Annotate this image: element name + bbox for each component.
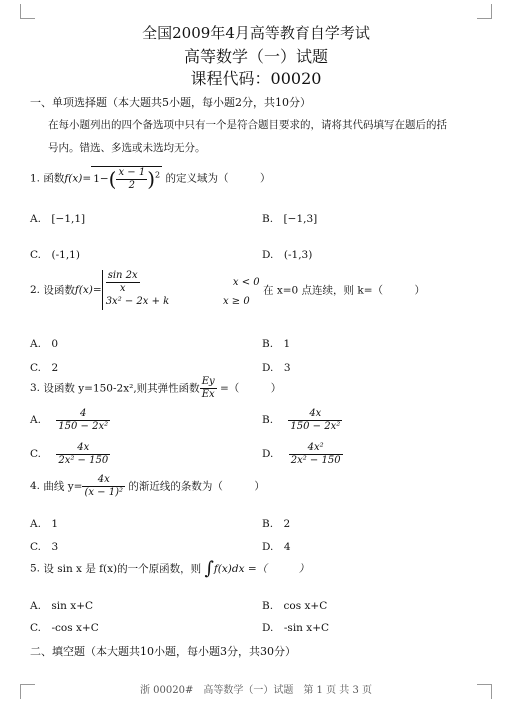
q2-option-a: A. 0 xyxy=(30,338,59,350)
question-number: 2. xyxy=(30,284,41,296)
q5-option-d: D. -sin x+C xyxy=(262,622,330,634)
q4-option-d: D. 4 xyxy=(262,541,291,553)
crop-mark-top-right xyxy=(477,4,492,19)
q4-option-b: B. 2 xyxy=(262,518,291,530)
integral-sign: ∫ xyxy=(204,558,214,579)
fraction: $\frac{x - 1}{2}$ xyxy=(118,167,146,191)
q2-option-d: D. 3 xyxy=(262,362,291,374)
question-5: 5. 设 sin x 是 f(x)的一个原函数，则 ∫f(x)dx =（ ） xyxy=(30,558,310,579)
page-footer: 浙 00020# 高等数学（一）试题 第 1 页 共 3 页 xyxy=(140,685,372,696)
section1-title: 一、单项选择题（本大题共5小题，每小题2分，共10分） xyxy=(30,96,311,109)
question-number: 4. xyxy=(30,480,41,492)
course-code: 课程代码：00020 xyxy=(190,69,322,88)
q2-option-b: B. 1 xyxy=(262,338,291,350)
section1-instruction-1: 在每小题列出的四个备选项中只有一个是符合题目要求的，请将其代码填写在题后的括 xyxy=(48,119,447,131)
question-number: 5. xyxy=(30,562,41,575)
elasticity-fraction: $\frac{Ey}{Ex}$ xyxy=(201,376,215,400)
question-2: 2. 设函数f(x)= $\frac{\sin 2x}{x}$ x < 0 3x² − 2x + k x ≥ 0 在 x=0 点连续，则 k=（ ） xyxy=(30,270,425,310)
q3-option-b: B. $\frac{4x}{\text{150 − 2x²}}$ xyxy=(262,408,341,432)
subject-title: 高等数学（一）试题 xyxy=(183,47,328,66)
fraction: $\frac{4x}{\text{(x − 1)²}}$ xyxy=(84,474,124,498)
question-1: 1. 函数f(x)= 1−( $\frac{x - 1}{2}$ )$^2$ 的定义域为（ ） xyxy=(30,167,271,191)
q1-option-a: A. [−1,1] xyxy=(30,213,86,225)
q5-option-a: A. sin x+C xyxy=(30,600,94,612)
question-3: 3. 设函数 y=150-2x²,则其弹性函数 $\frac{Ey}{Ex}$ =（ ） xyxy=(30,376,282,400)
q3-option-a: A. $\frac{4}{\text{150 − 2x²}}$ xyxy=(30,408,109,432)
q5-option-c: C. -cos x+C xyxy=(30,622,99,634)
crop-mark-top-left xyxy=(20,4,35,19)
q4-option-c: C. 3 xyxy=(30,541,59,553)
exam-title: 全国2009年4月高等教育自学考试 xyxy=(142,24,370,42)
piecewise-function: $\frac{\sin 2x}{x}$ x < 0 3x² − 2x + k x ≥ 0 xyxy=(102,270,260,310)
question-4: 4. 曲线 y= $\frac{4x}{\text{(x − 1)²}}$ 的渐近线的条数为（ ） xyxy=(30,474,265,498)
q5-option-b: B. cos x+C xyxy=(262,600,328,612)
q2-option-c: C. 2 xyxy=(30,362,59,374)
section2-title: 二、填空题（本大题共10小题，每小题3分，共30分） xyxy=(30,645,296,658)
sqrt-expression: 1−( $\frac{x - 1}{2}$ )$^2$ xyxy=(93,167,161,191)
q1-option-c: C. (-1,1) xyxy=(30,249,80,261)
q4-option-a: A. 1 xyxy=(30,518,59,530)
q3-option-c: C. $\frac{4x}{\text{2x² − 150}}$ xyxy=(30,442,109,466)
section1-instruction-2: 号内。错选、多选或未选均无分。 xyxy=(48,142,206,154)
q3-option-d: D. $\frac{\text{4x²}}{\text{2x² − 150}}$ xyxy=(262,442,341,466)
question-number: 3. xyxy=(30,382,41,394)
q1-option-d: D. (-1,3) xyxy=(262,249,313,261)
question-number: 1. xyxy=(30,172,41,185)
q1-option-b: B. [−1,3] xyxy=(262,213,318,225)
